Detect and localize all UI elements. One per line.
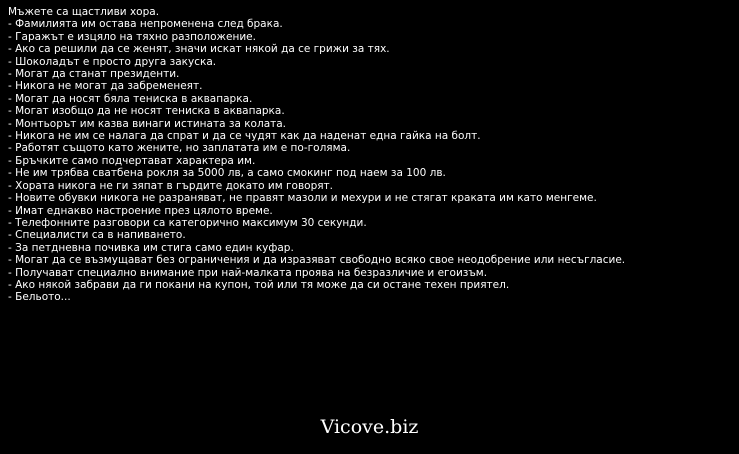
text-line-title: Мъжете са щастливи хора.	[8, 6, 160, 18]
text-line: - Специалисти са в напиването.	[8, 229, 186, 242]
text-line: - Бельото...	[8, 291, 71, 304]
text-line: - Фамилията им остава непроменена след брака.	[8, 18, 283, 31]
text-line: - Ако някой забрави да ги покани на купон, той или тя може да си остане техен приятел.	[8, 278, 510, 291]
text-line: - Ако са решили да се женят, значи искат някой да се грижи за тях.	[8, 43, 390, 56]
joke-text-block	[8, 6, 733, 304]
text-line: - Могат изобщо да не носят тениска в аквапарка.	[8, 105, 285, 118]
text-line: - Могат да станат президенти.	[8, 68, 180, 81]
text-line: - Никога не им се налага да спрат и да се чудят как да наденат една гайка на болт.	[8, 130, 481, 143]
text-line: - Телефонните разговори са категорично максимум 30 секунди.	[8, 216, 367, 229]
text-line: - Никога не могат да забременеят.	[8, 80, 203, 93]
text-line: - Получават специално внимание при най-малката проява на безразличие и егоизъм.	[8, 266, 488, 279]
text-line: - Имат еднакво настроение през цялото време.	[8, 204, 273, 217]
text-line: - Гаражът е изцяло на тяхно разположение.	[8, 30, 256, 43]
text-line: - За петдневна почивка им стига само един куфар.	[8, 241, 294, 254]
text-line: - Новите обувки никога не разраняват, не правят мазоли и мехури и не стягат краката им като менгеме.	[8, 192, 597, 205]
site-watermark: Vicove.biz	[320, 416, 419, 438]
text-line: - Работят същото като жените, но заплатата им е по-голяма.	[8, 142, 351, 155]
text-line: - Хората никога не ги зяпат в гърдите докато им говорят.	[8, 179, 334, 192]
text-line: - Бръчките само подчертават характера им.	[8, 154, 256, 167]
text-line: - Могат да носят бяла тениска в аквапарка.	[8, 92, 253, 105]
text-line: - Шоколадът е просто друга закуска.	[8, 55, 217, 68]
text-line: - Не им трябва сватбена рокля за 5000 лв, а само смокинг под наем за 100 лв.	[8, 167, 446, 180]
text-line: - Могат да се възмущават без ограничения и да изразяват свободно всяко свое неодобрение или несъгласие.	[8, 254, 626, 267]
text-line: - Монтьорът им казва винаги истината за колата.	[8, 117, 287, 130]
